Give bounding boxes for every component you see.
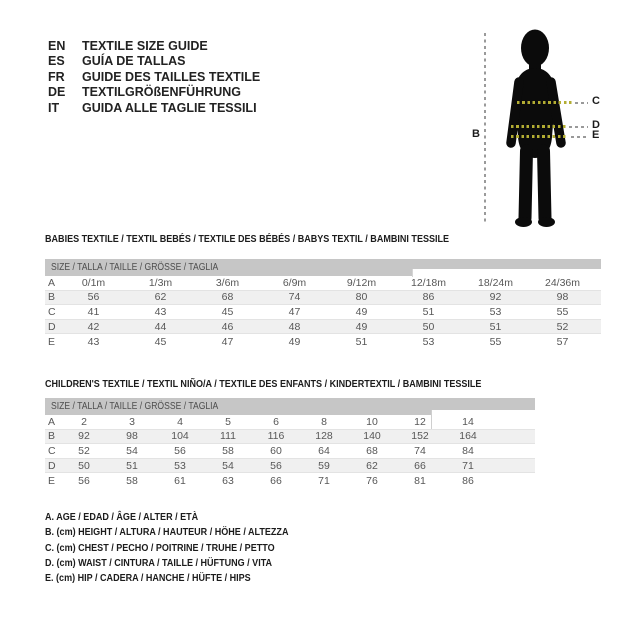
cell: 45 (221, 305, 234, 318)
cell: 1/3m (148, 276, 173, 289)
cell: 51 (355, 335, 368, 348)
cell: 46 (221, 320, 234, 333)
cell: 71 (462, 459, 474, 472)
cell: 71 (318, 474, 330, 487)
cell: 152 (411, 430, 429, 443)
cell: 76 (366, 474, 378, 487)
row-label: B (48, 291, 56, 304)
row-label: E (48, 474, 56, 487)
legend-line (45, 571, 328, 586)
cell: 68 (221, 291, 234, 304)
highlight-box-border (431, 410, 536, 429)
cell: 8 (321, 415, 327, 428)
cell: 57 (556, 335, 569, 348)
legend-text: A. AGE / EDAD / ÂGE / ALTER / ETÀ (45, 511, 199, 523)
cell: 51 (422, 305, 435, 318)
cell: 62 (154, 291, 167, 304)
legend-line (45, 510, 328, 525)
language-code: IT (48, 100, 60, 115)
row-label: E (48, 335, 56, 348)
row-label: A (48, 276, 56, 289)
language-title: TEXTILE SIZE GUIDE (82, 39, 208, 53)
babies-title-text: BABIES TEXTILE / TEXTIL BEBÉS / TEXTILE DES BÉBÉS / BABYS TEXTIL / BAMBINI TESSILE (45, 233, 450, 245)
cell: 48 (288, 320, 301, 333)
cell: 61 (174, 474, 186, 487)
cell: 24/36m (544, 276, 581, 289)
legend-line (45, 556, 328, 571)
cell: 86 (422, 291, 435, 304)
highlight-notch (412, 269, 602, 277)
legend-text: E. (cm) HIP / CADERA / HANCHE / HÜFTE / HIPS (45, 572, 251, 585)
cell: 6 (273, 415, 279, 428)
cell: 58 (222, 444, 234, 457)
cell: 50 (78, 459, 90, 472)
cell: 59 (318, 459, 330, 472)
legend-text: D. (cm) WAIST / CINTURA / TAILLE / HÜFTUNG / VITA (45, 556, 273, 569)
cell: 52 (78, 444, 90, 457)
cell: 81 (414, 474, 426, 487)
chest-dotted-line (517, 101, 572, 104)
language-row (48, 54, 260, 69)
language-title: TEXTILGRÖßENFÜHRUNG (82, 85, 242, 100)
row-label: B (48, 430, 56, 443)
cell: 53 (422, 335, 435, 348)
language-row (48, 101, 260, 116)
table-row (45, 334, 601, 349)
row-label: D (48, 320, 56, 333)
table-header-text: SIZE / TALLA / TAILLE / GRÖSSE / TAGLIA (51, 262, 219, 273)
cell: 51 (489, 320, 502, 333)
cell: 3/6m (215, 276, 240, 289)
language-code: EN (48, 39, 66, 53)
language-title: GUIDA ALLE TAGLIE TESSILI (82, 100, 257, 115)
cell: 92 (489, 291, 502, 304)
table-row (45, 320, 601, 335)
cell: 50 (422, 320, 435, 333)
cell: 51 (126, 459, 138, 472)
row-label: C (48, 444, 56, 457)
cell: 49 (355, 320, 368, 333)
cell: 84 (462, 444, 474, 457)
cell: 164 (459, 430, 477, 443)
cell: 45 (154, 335, 167, 348)
legend-line (45, 541, 328, 556)
cell: 60 (270, 444, 282, 457)
cell: 12/18m (410, 276, 447, 289)
measure-label-chest: C (592, 95, 600, 107)
cell: 140 (363, 430, 381, 443)
babies-section-title (45, 233, 515, 245)
cell: 41 (87, 305, 100, 318)
cell: 56 (87, 291, 100, 304)
child-silhouette (504, 29, 568, 229)
language-title: GUIDE DES TAILLES TEXTILE (82, 69, 261, 84)
cell: 74 (414, 444, 426, 457)
cell: 43 (87, 335, 100, 348)
table-row (45, 276, 601, 291)
row-label: A (48, 415, 56, 428)
language-row (48, 85, 260, 100)
cell: 49 (288, 335, 301, 348)
cell: 111 (220, 430, 236, 443)
cell: 43 (154, 305, 167, 318)
cell: 47 (288, 305, 301, 318)
cell: 12 (414, 415, 426, 428)
cell: 98 (126, 430, 138, 443)
cell: 80 (355, 291, 368, 304)
table-row (45, 291, 601, 306)
cell: 74 (288, 291, 301, 304)
cell: 0/1m (81, 276, 106, 289)
cell: 56 (78, 474, 90, 487)
children-title-text: CHILDREN'S TEXTILE / TEXTIL NIÑO/A / TEXTILE DES ENFANTS / KINDERTEXTIL / BAMBINI TESSILE (45, 378, 482, 390)
cell: 54 (222, 459, 234, 472)
language-row (48, 39, 260, 54)
measure-label-height: B (472, 128, 480, 140)
cell: 128 (315, 430, 333, 443)
cell: 14 (462, 415, 474, 428)
cell: 63 (222, 474, 234, 487)
chest-pointer-dash (575, 102, 588, 104)
waist-pointer-dash (569, 126, 588, 128)
cell: 68 (366, 444, 378, 457)
children-size-table (45, 398, 535, 488)
children-section-title (45, 378, 553, 390)
language-code: FR (48, 69, 65, 84)
measure-label-waist: D (592, 119, 600, 131)
cell: 3 (129, 415, 135, 428)
language-title: GUÍA DE TALLAS (82, 54, 186, 69)
cell: 5 (225, 415, 231, 428)
measurement-legend (45, 510, 328, 586)
cell: 116 (267, 430, 285, 443)
cell: 56 (270, 459, 282, 472)
cell: 44 (154, 320, 167, 333)
table-header-text: SIZE / TALLA / TAILLE / GRÖSSE / TAGLIA (51, 401, 219, 412)
cell: 104 (171, 430, 189, 443)
table-row (45, 305, 601, 320)
cell: 10 (366, 415, 378, 428)
hip-dotted-line (511, 135, 568, 138)
cell: 52 (556, 320, 569, 333)
cell: 6/9m (282, 276, 307, 289)
language-code: DE (48, 85, 66, 100)
cell: 62 (366, 459, 378, 472)
cell: 47 (221, 335, 234, 348)
cell: 53 (489, 305, 502, 318)
legend-line (45, 525, 328, 540)
cell: 18/24m (477, 276, 514, 289)
cell: 55 (489, 335, 502, 348)
language-list (48, 39, 260, 116)
language-code: ES (48, 54, 65, 69)
hip-pointer-dash (571, 136, 588, 138)
cell: 58 (126, 474, 138, 487)
cell: 92 (78, 430, 90, 443)
legend-text: B. (cm) HEIGHT / ALTURA / HAUTEUR / HÖHE / ALTEZZA (45, 526, 289, 539)
cell: 42 (87, 320, 100, 333)
height-measure-line (484, 33, 486, 223)
legend-text: C. (cm) CHEST / PECHO / POITRINE / TRUHE / PETTO (45, 541, 275, 554)
measure-label-hip: E (592, 129, 600, 141)
cell: 9/12m (346, 276, 377, 289)
cell: 2 (81, 415, 87, 428)
cell: 86 (462, 474, 474, 487)
table-row (45, 459, 535, 474)
babies-size-table (45, 259, 601, 349)
row-label: C (48, 305, 56, 318)
cell: 66 (270, 474, 282, 487)
cell: 66 (414, 459, 426, 472)
table-row (45, 473, 535, 488)
row-label: D (48, 459, 56, 472)
cell: 56 (174, 444, 186, 457)
cell: 54 (126, 444, 138, 457)
table-row (45, 444, 535, 459)
cell: 53 (174, 459, 186, 472)
cell: 98 (556, 291, 569, 304)
cell: 4 (177, 415, 183, 428)
cell: 49 (355, 305, 368, 318)
language-row (48, 70, 260, 85)
waist-dotted-line (511, 125, 566, 128)
cell: 55 (556, 305, 569, 318)
cell: 64 (318, 444, 330, 457)
table-row (45, 430, 535, 445)
